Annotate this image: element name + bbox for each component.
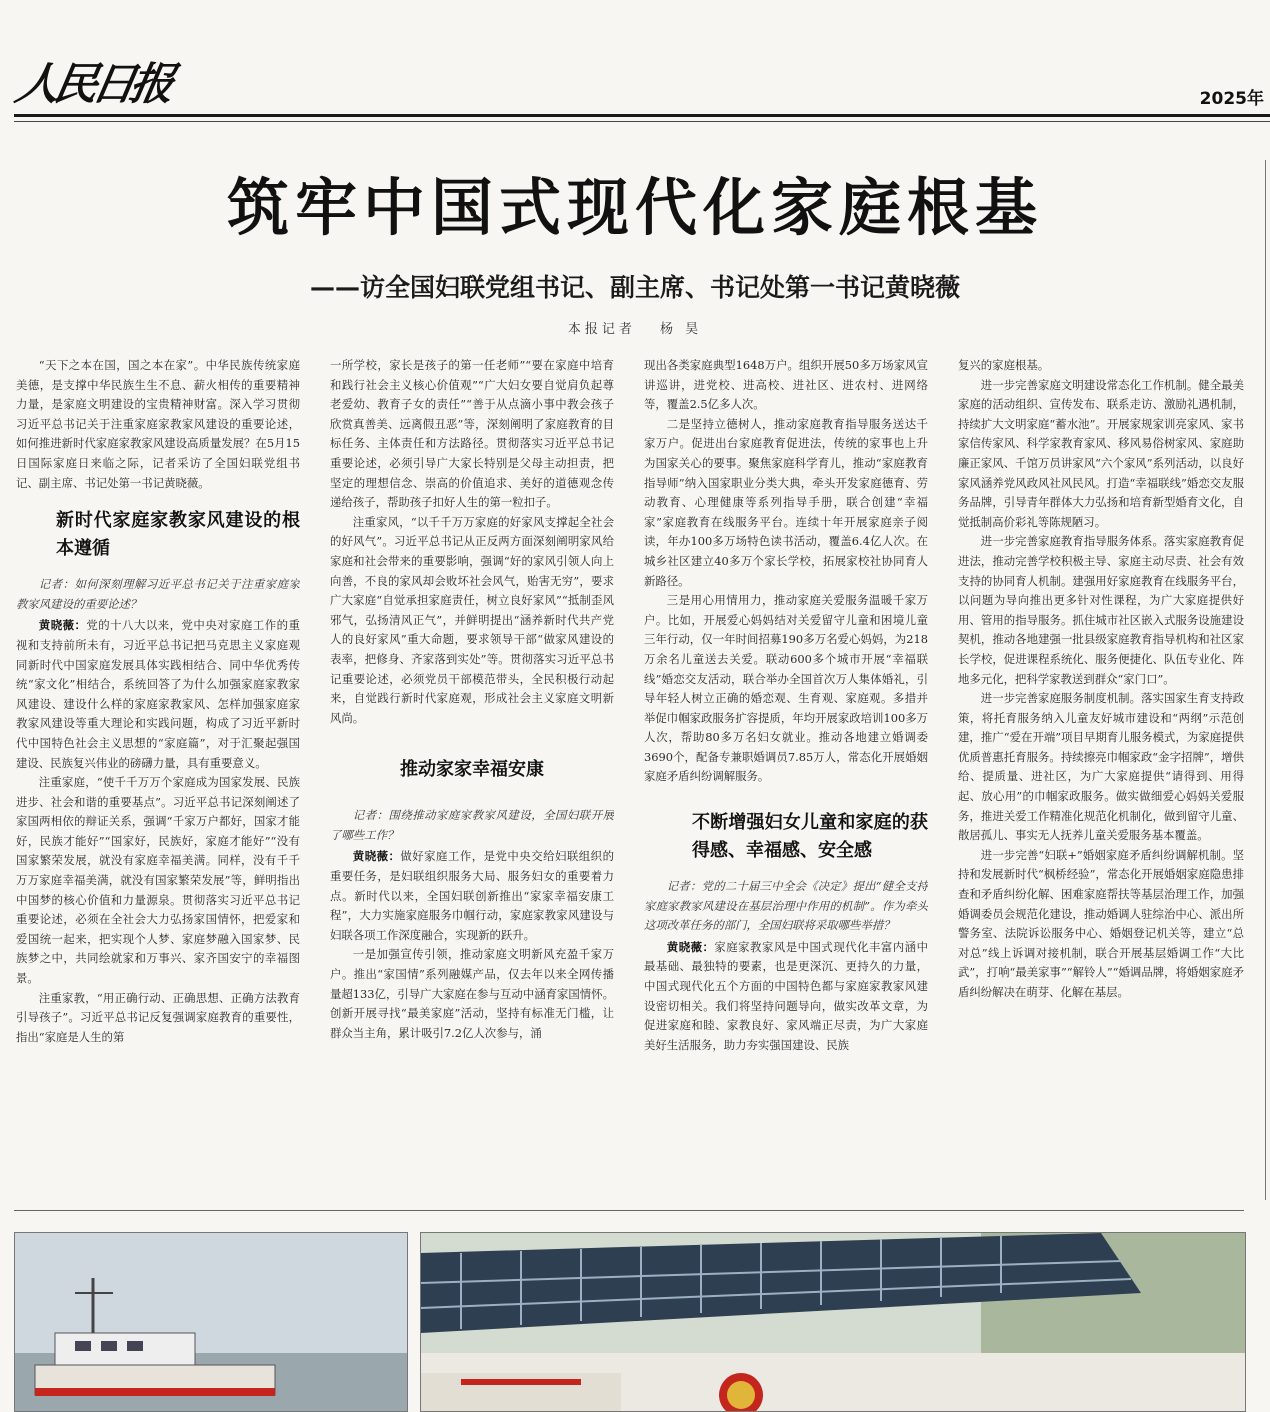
article-subheadline: ——访全国妇联党组书记、副主席、书记处第一书记黄晓薇 xyxy=(309,273,960,302)
byline-label: 本报记者 xyxy=(567,322,636,337)
boat-photo xyxy=(14,1232,408,1412)
canopy-photo xyxy=(420,1232,1246,1412)
body-paragraph: 一是加强宣传引领，推动家庭文明新风充盈千家万户。推出“家国情”系列融媒产品，仅去年以来全网传播量超133亿，引导广大家庭在参与互动中涵育家国情怀。创新开展寻找“最美家庭”活动，坚持有标准无门槛，让群众当主角，累计吸引7.2亿人次参与，涌 xyxy=(330,947,614,1040)
canopy-emblem-photo-icon xyxy=(421,1233,1245,1411)
masthead-rule xyxy=(14,114,1270,117)
column-edge-rule xyxy=(1265,160,1266,1200)
byline-name: 杨 昊 xyxy=(660,322,703,337)
answer-paragraph-2: 黄晓薇：做好家庭工作，是党中央交给妇联组织的重要任务，是妇联组织服务大局、服务妇女的重要着力点。新时代以来，全国妇联创新推出“家家幸福安康工程”，大力实施家庭服务巾帼行动，家庭家教家风建设与妇联各项工作深度融合，实现新的跃升。 xyxy=(330,849,614,942)
body-paragraph: 复兴的家庭根基。 xyxy=(958,358,1050,372)
article-headline: 筑牢中国式现代化家庭根基 xyxy=(226,171,1043,244)
issue-date: 2025年 xyxy=(1199,89,1264,109)
speaker-label: 黄晓薇： xyxy=(38,618,87,633)
reporter-question-2: 记者：围绕推动家庭家教家风建设，全国妇联开展了哪些工作？ xyxy=(330,808,614,842)
boat-photo-icon xyxy=(15,1233,407,1411)
reporter-question-3: 记者：党的二十届三中全会《决定》提出“健全支持家庭家教家风建设在基层治理中作用的机制”。作为牵头这项改革任务的部门，全国妇联将采取哪些举措？ xyxy=(644,879,928,933)
body-paragraph: 进一步完善家庭教育指导服务体系。落实家庭教育促进法，推动完善学校积极主导、家庭主动尽责、社会有效支持的协同育人机制。建强用好家庭教育在线服务平台，以问题为导向推出更多针对性课程，为广大家庭提供好用、管用的指导服务。抓住城市社区嵌入式服务设施建设契机，推动各地建强一批县级家庭教育指导机构和社区家长学校，促进课程系统化、服务便捷化、队伍专业化、阵地多元化，把科学家教送到群众“家门口”。 xyxy=(958,534,1244,686)
article-byline xyxy=(0,318,1270,337)
body-paragraph: 三是用心用情用力，推动家庭关爱服务温暖千家万户。比如，开展爱心妈妈结对关爱留守儿童和困境儿童三年行动，仅一年时间招募190多万名爱心妈妈，为218万余名儿童送去关爱。联动600多个城市开展“幸福联线”婚恋交友活动，联合举办全国首次万人集体婚礼，引导年轻人树立正确的婚恋观、生育观、家庭观。多措并举促巾帼家政服务扩容提质，年均开展家政培训100多万人次，帮助80多万名妇女就业。推动各地建立婚调委3690个，配备专兼职婚调员7.85万人，常态化开展婚姻家庭矛盾纠纷调解服务。 xyxy=(644,593,928,784)
section-heading-1: 新时代家庭家教家风建设的根本遵循 xyxy=(56,510,300,560)
masthead xyxy=(0,0,1270,120)
body-paragraph: 二是坚持立德树人，推动家庭教育指导服务送达千家万户。促进出台家庭教育促进法，传统的家事也上升为国家关心的要事。聚焦家庭科学育儿，推动“家庭教育指导师”纳入国家职业分类大典，牵头开发家庭德育、劳动教育、心理健康等系列指导手册，联合创建“幸福家”家庭教育在线服务平台。连续十年开展家庭亲子阅读，年办100多万场特色读书活动，覆盖6.4亿人次。在城乡社区建立40多万个家长学校，拓展家校社协同育人新路径。 xyxy=(644,416,928,588)
body-paragraph: 现出各类家庭典型1648万户。组织开展50多万场家风宣讲巡讲，进党校、进高校、进社区、进农村、进网络等，覆盖2.5亿多人次。 xyxy=(644,358,928,412)
reporter-question-1: 记者：如何深刻理解习近平总书记关于注重家庭家教家风建设的重要论述？ xyxy=(16,577,300,611)
article-column-4 xyxy=(958,356,1244,1198)
intro-paragraph: “天下之本在国，国之本在家”。中华民族传统家庭美德，是支撑中华民族生生不息、薪火相传的重要精神力量，是家庭文明建设的宝贵精神财富。深入学习贯彻习近平总书记关于注重家庭家教家风建设的重要论述，如何推进新时代家庭家教家风建设高质量发展？在5月15日国际家庭日来临之际，记者采访了全国妇联党组书记、副主席、书记处第一书记黄晓薇。 xyxy=(16,358,300,490)
newspaper-logo: 人民日报 xyxy=(11,59,173,110)
speaker-label: 黄晓薇： xyxy=(352,849,401,864)
article-column-3 xyxy=(644,356,928,1198)
answer-paragraph-1: 黄晓薇：党的十八大以来，党中央对家庭工作的重视和支持前所未有，习近平总书记把马克思主义家庭观同新时代中国家庭发展具体实践相结合、同中华优秀传统“家文化”相结合，系统回答了为什么加强家庭家教家风建设、建设什么样的家庭家教家风、怎样加强家庭家教家风建设等重大理论和实践问题，构成了习近平新时代中国特色社会主义思想的“家庭篇”，对于汇聚起强国建设、民族复兴伟业的磅礴力量，具有重要意义。 xyxy=(16,618,300,770)
body-paragraph: 注重家庭，“使千千万万个家庭成为国家发展、民族进步、社会和谐的重要基点”。习近平总书记深刻阐述了家国两相依的辩证关系，强调“千家万户都好，国家才能好，民族才能好”“国家好，民族好，家庭才能好”“没有国家繁荣发展，就没有家庭幸福美满。同样，没有千千万万家庭幸福美满，就没有国家繁荣发展”等，鲜明指出中国梦的核心价值和力量源泉。贯彻落实习近平总书记重要论述，必须在全社会大力弘扬家国情怀，把爱家和爱国统一起来，把实现个人梦、家庭梦融入国家梦、民族梦之中，共同绘就家和万事兴、家齐国安宁的幸福图景。 xyxy=(16,775,300,986)
photo-section-rule xyxy=(14,1210,1244,1211)
article-column-2 xyxy=(330,356,614,1198)
answer-paragraph-3: 黄晓薇：家庭家教家风是中国式现代化丰富内涵中最基础、最独特的要素，也是更深沉、更持久的力量，中国式现代化五个方面的中国特色都与家庭家教家风建设密切相关。我们将坚持问题导向，做实改革文章，为促进家庭和睦、家教良好、家风端正尽责，为广大家庭美好生活服务，助力夯实强国建设、民族 xyxy=(644,939,928,1052)
section-heading-3: 不断增强妇女儿童和家庭的获得感、幸福感、安全感 xyxy=(692,812,928,862)
body-paragraph: 进一步完善家庭文明建设常态化工作机制。健全最美家庭的活动组织、宣传发布、联系走访、激励礼遇机制，持续扩大文明家庭“蓄水池”。开展家规家训亮家风、家书家信传家风、科学家教育家风、移风易俗树家风、家庭助廉正家风、千馆万员讲家风“六个家风”系列活动，以良好家风涵养党风政风社风民风。打造“幸福联线”婚恋交友服务品牌，引导青年群体大力弘扬和培育新型婚育文化，自觉抵制高价彩礼等陈规陋习。 xyxy=(958,377,1244,529)
masthead-rule-thin xyxy=(14,121,1270,122)
body-paragraph: 进一步完善家庭服务制度机制。落实国家生育支持政策，将托育服务纳入儿童友好城市建设和“两纲”示范创建，推广“爱在开端”项目早期育儿服务模式，为家庭提供优质普惠托育服务。持续擦亮巾帼家政“金字招牌”，增供给、提质量、进社区，为广大家庭提供“请得到、用得起、放心用”的巾帼家政服务。做实做细爱心妈妈关爱服务，推进关爱工作精准化规范化机制化，做到留守儿童、散居孤儿、事实无人抚养儿童关爱服务基本覆盖。 xyxy=(958,691,1244,843)
body-paragraph: 进一步完善“妇联+”婚姻家庭矛盾纠纷调解机制。坚持和发展新时代“枫桥经验”，常态化开展婚姻家庭隐患排查和矛盾纠纷化解、困难家庭帮扶等基层治理工作，加强婚调委员会规范化建设，推动婚调人驻综治中心、派出所警务室、法院诉讼服务中心、婚姻登记机关等，建立“总对总”线上诉调对接机制，联合开展基层婚调工作“大比武”，打响“最美家事”“解铃人”“婚调品牌，将婚姻家庭矛盾纠纷解决在萌芽、化解在基层。 xyxy=(958,847,1244,999)
section-heading-2: 推动家家幸福安康 xyxy=(400,759,544,781)
article-column-1 xyxy=(16,356,300,1198)
speaker-label: 黄晓薇： xyxy=(666,939,715,954)
body-paragraph: 注重家教，“用正确行动、正确思想、正确方法教育引导孩子”。习近平总书记反复强调家庭教育的重要性，指出“家庭是人生的第 xyxy=(16,990,300,1044)
body-paragraph: 一所学校，家长是孩子的第一任老师”“要在家庭中培育和践行社会主义核心价值观”“广大妇女要自觉肩负起尊老爱幼、教育子女的责任”“善于从点滴小事中教会孩子欣赏真善美、远离假丑恶”等，深刻阐明了家庭教育的目标任务、主体责任和方法路径。贯彻落实习近平总书记重要论述，必须引导广大家长特别是父母主动担责，把坚定的理想信念、崇高的价值追求、美好的道德观念传递给孩子，帮助孩子扣好人生的第一粒扣子。 xyxy=(330,358,614,510)
body-paragraph: 注重家风，“以千千万万家庭的好家风支撑起全社会的好风气”。习近平总书记从正反两方面深刻阐明家风给家庭和社会带来的重要影响，强调“好的家风引领人向上向善，不良的家风却会败坏社会风气，贻害无穷”，要求广大家庭“自觉承担家庭责任，树立良好家风”“抵制歪风邪气，弘扬清风正气”，并鲜明提出“涵养新时代共产党人的良好家风”重大命题，要求领导干部“做家风建设的表率，把修身、齐家落到实处”等。贯彻落实习近平总书记重要论述，必须党员干部模范带头，全民积极行动起来，自觉践行新时代家庭观，形成社会主义家庭文明新风尚。 xyxy=(330,514,614,725)
